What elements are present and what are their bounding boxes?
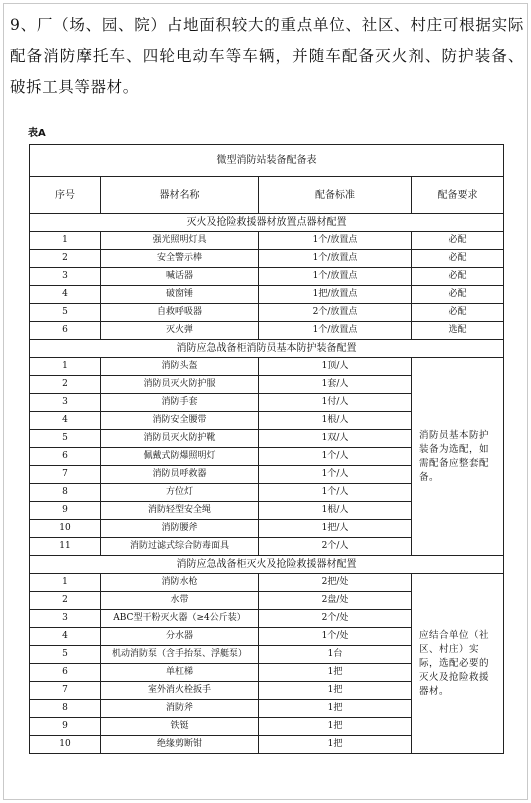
allocation-standard: 1双/人 — [259, 430, 412, 448]
equipment-name: 室外消火栓扳手 — [101, 682, 259, 700]
equipment-name: ABC型干粉灭火器（≥4公斤装） — [101, 610, 259, 628]
equipment-name: 强光照明灯具 — [101, 232, 259, 250]
equipment-name: 消防水枪 — [101, 574, 259, 592]
row-number: 4 — [30, 286, 101, 304]
row-number: 1 — [30, 574, 101, 592]
allocation-standard: 2盘/处 — [259, 592, 412, 610]
allocation-standard: 1根/人 — [259, 412, 412, 430]
row-number: 6 — [30, 448, 101, 466]
row-number: 3 — [30, 268, 101, 286]
equipment-name: 消防轻型安全绳 — [101, 502, 259, 520]
equipment-name: 方位灯 — [101, 484, 259, 502]
header-no: 序号 — [30, 177, 101, 214]
allocation-standard: 2个/放置点 — [259, 304, 412, 322]
row-number: 5 — [30, 304, 101, 322]
allocation-standard: 1个/放置点 — [259, 268, 412, 286]
row-number: 3 — [30, 610, 101, 628]
allocation-standard: 1把/人 — [259, 520, 412, 538]
requirement: 必配 — [412, 304, 504, 322]
allocation-standard: 1台 — [259, 646, 412, 664]
section-header-row — [30, 214, 504, 232]
row-number: 3 — [30, 394, 101, 412]
equipment-name: 机动消防泵（含手抬泵、浮艇泵） — [101, 646, 259, 664]
table-row — [30, 322, 504, 340]
table-row — [30, 250, 504, 268]
allocation-standard: 1个/处 — [259, 628, 412, 646]
table-row — [30, 232, 504, 250]
allocation-standard: 1个/放置点 — [259, 250, 412, 268]
allocation-standard: 1个/放置点 — [259, 322, 412, 340]
equipment-name: 消防员灭火防护靴 — [101, 430, 259, 448]
equipment-name: 单杠梯 — [101, 664, 259, 682]
equipment-name: 佩戴式防爆照明灯 — [101, 448, 259, 466]
allocation-standard: 1根/人 — [259, 502, 412, 520]
row-number: 9 — [30, 718, 101, 736]
allocation-standard: 2把/处 — [259, 574, 412, 592]
row-number: 4 — [30, 412, 101, 430]
equipment-name: 消防员呼救器 — [101, 466, 259, 484]
equipment-table — [29, 144, 504, 754]
intro-paragraph: 9、厂（场、园、院）占地面积较大的重点单位、社区、村庄可根据实际配备消防摩托车、四轮电动车等车辆，并随车配备灭火剂、防护装备、破拆工具等器材。 — [10, 16, 524, 96]
equipment-name: 消防腰斧 — [101, 520, 259, 538]
section-title: 消防应急战备柜灭火及抢险救援器材配置 — [30, 556, 504, 574]
row-number: 9 — [30, 502, 101, 520]
requirement: 必配 — [412, 268, 504, 286]
equipment-name: 铁铤 — [101, 718, 259, 736]
row-number: 2 — [30, 592, 101, 610]
requirement: 必配 — [412, 232, 504, 250]
allocation-standard: 1付/人 — [259, 394, 412, 412]
table-row — [30, 358, 504, 376]
section-header-row — [30, 556, 504, 574]
row-number: 10 — [30, 736, 101, 754]
equipment-name: 灭火弹 — [101, 322, 259, 340]
allocation-standard: 1套/人 — [259, 376, 412, 394]
equipment-name: 消防手套 — [101, 394, 259, 412]
row-number: 8 — [30, 484, 101, 502]
allocation-standard: 1个/放置点 — [259, 232, 412, 250]
equipment-name: 消防斧 — [101, 700, 259, 718]
allocation-standard: 1把 — [259, 682, 412, 700]
equipment-name: 自救呼吸器 — [101, 304, 259, 322]
equipment-name: 喊话器 — [101, 268, 259, 286]
row-number: 5 — [30, 430, 101, 448]
allocation-standard: 1顶/人 — [259, 358, 412, 376]
header-requirement: 配备要求 — [412, 177, 504, 214]
table-title: 微型消防站装备配备表 — [30, 145, 504, 177]
section-requirement-note: 消防员基本防护装备为选配，如需配备应整套配备。 — [412, 358, 504, 556]
equipment-name: 消防员灭火防护服 — [101, 376, 259, 394]
requirement: 必配 — [412, 286, 504, 304]
section-requirement-note: 应结合单位（社区、村庄）实际，选配必要的灭火及抢险救援器材。 — [412, 574, 504, 754]
allocation-standard: 2个/人 — [259, 538, 412, 556]
row-number: 6 — [30, 664, 101, 682]
equipment-name: 水带 — [101, 592, 259, 610]
equipment-name: 消防头盔 — [101, 358, 259, 376]
row-number: 2 — [30, 376, 101, 394]
allocation-standard: 1个/人 — [259, 484, 412, 502]
table-row — [30, 304, 504, 322]
equipment-name: 安全警示棒 — [101, 250, 259, 268]
equipment-name: 分水器 — [101, 628, 259, 646]
header-standard: 配备标准 — [259, 177, 412, 214]
table-body — [30, 214, 504, 754]
row-number: 10 — [30, 520, 101, 538]
equipment-name: 消防过滤式综合防毒面具 — [101, 538, 259, 556]
header-name: 器材名称 — [101, 177, 259, 214]
allocation-standard: 1把 — [259, 736, 412, 754]
row-number: 1 — [30, 232, 101, 250]
row-number: 1 — [30, 358, 101, 376]
row-number: 6 — [30, 322, 101, 340]
allocation-standard: 1个/人 — [259, 466, 412, 484]
allocation-standard: 1把/放置点 — [259, 286, 412, 304]
row-number: 8 — [30, 700, 101, 718]
equipment-name: 破窗锤 — [101, 286, 259, 304]
row-number: 7 — [30, 466, 101, 484]
table-row — [30, 268, 504, 286]
table-label: 表A — [28, 128, 46, 139]
row-number: 7 — [30, 682, 101, 700]
equipment-name: 消防安全腰带 — [101, 412, 259, 430]
allocation-standard: 1个/人 — [259, 448, 412, 466]
requirement: 必配 — [412, 250, 504, 268]
table-row — [30, 574, 504, 592]
allocation-standard: 1把 — [259, 700, 412, 718]
section-header-row — [30, 340, 504, 358]
row-number: 2 — [30, 250, 101, 268]
row-number: 4 — [30, 628, 101, 646]
allocation-standard: 1把 — [259, 718, 412, 736]
section-title: 灭火及抢险救援器材放置点器材配置 — [30, 214, 504, 232]
table-row — [30, 286, 504, 304]
row-number: 11 — [30, 538, 101, 556]
row-number: 5 — [30, 646, 101, 664]
allocation-standard: 1把 — [259, 664, 412, 682]
requirement: 选配 — [412, 322, 504, 340]
section-title: 消防应急战备柜消防员基本防护装备配置 — [30, 340, 504, 358]
allocation-standard: 2个/处 — [259, 610, 412, 628]
equipment-name: 绝缘剪断钳 — [101, 736, 259, 754]
